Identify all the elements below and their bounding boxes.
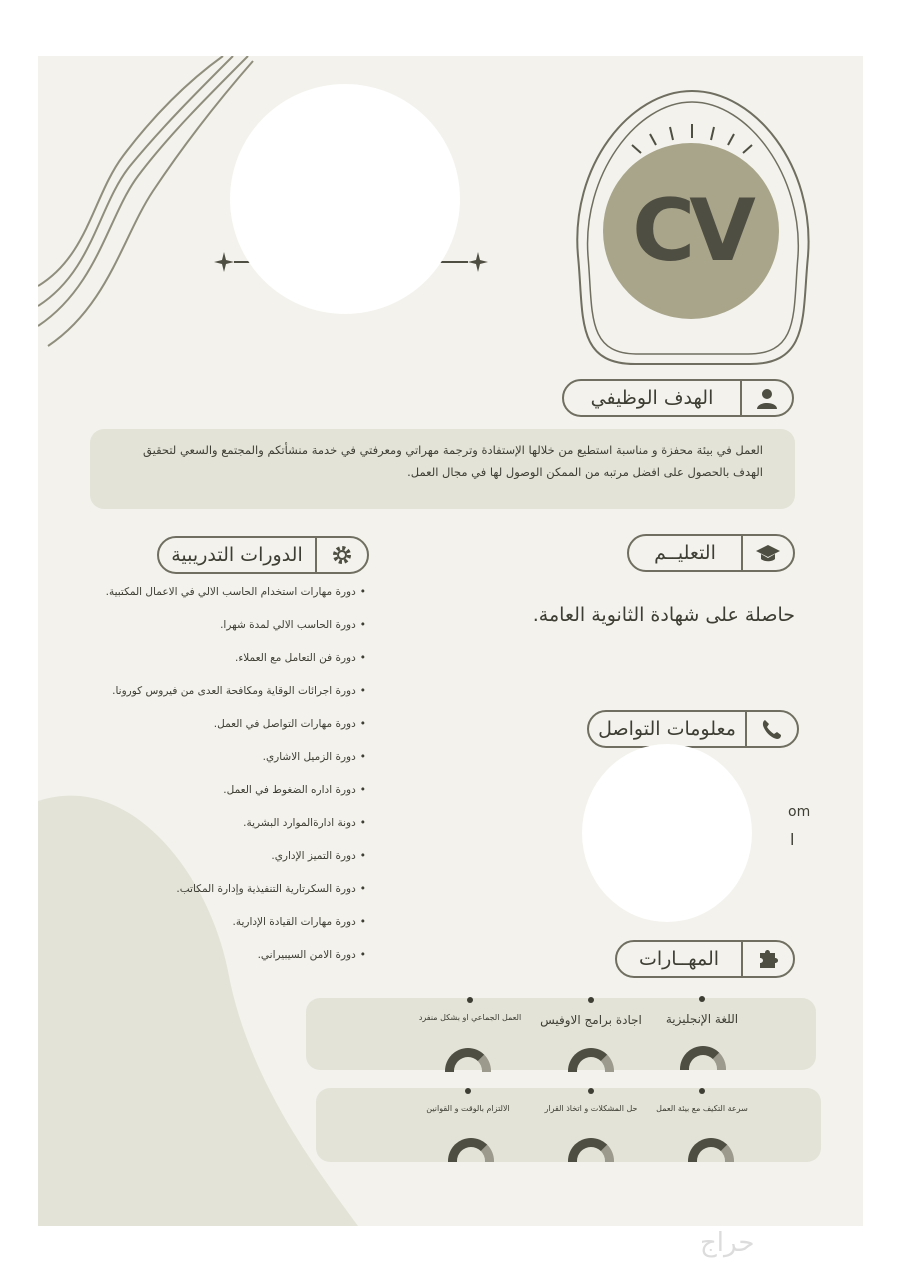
- list-item: • دورة مهارات التواصل في العمل.: [98, 718, 366, 751]
- skills-header: [615, 940, 795, 978]
- skill-dot: [467, 997, 473, 1003]
- list-item: • دورة مهارات القيادة الإدارية.: [98, 916, 366, 949]
- education-text: حاصلة على شهادة الثانوية العامة.: [532, 604, 795, 626]
- skill-gauge: [568, 1138, 614, 1162]
- skill-gauge: [448, 1138, 494, 1162]
- sparkle-icon: [214, 252, 234, 272]
- skill-label: العمل الجماعي او بشكل منفرد: [418, 1013, 522, 1022]
- redacted-name: [230, 84, 460, 314]
- skill-dot: [699, 996, 705, 1002]
- list-item: • دورة الامن السيبيراني.: [98, 949, 366, 982]
- user-icon: [740, 381, 792, 415]
- list-item: • دورة اجرائات الوقاية ومكافحة العدى من فيروس كورونا.: [98, 685, 366, 718]
- list-item: • دونة ادارةالموارد البشرية.: [98, 817, 366, 850]
- list-item: • دورة مهارات استخدام الحاسب الالي في الاعمال المكتبية.: [98, 586, 366, 619]
- skill-english: [642, 996, 762, 1026]
- skill-adaptability: [642, 1088, 762, 1113]
- phone-icon: [745, 712, 797, 746]
- skill-label: حل المشكلات و اتخاذ القرار: [544, 1104, 638, 1113]
- list-item: • دورة فن التعامل مع العملاء.: [98, 652, 366, 685]
- gear-icon: [315, 538, 367, 572]
- cv-logo-text: CV: [632, 181, 750, 281]
- skill-commitment: [408, 1088, 528, 1113]
- skill-dot: [588, 1088, 594, 1094]
- redacted-contact: [582, 744, 752, 922]
- list-item: • دورة التميز الإداري.: [98, 850, 366, 883]
- skill-label: اجادة برامج الاوفيس: [540, 1013, 642, 1027]
- skill-label: الالتزام بالوقت و القوانين: [426, 1104, 510, 1113]
- puzzle-icon: [741, 942, 793, 976]
- objective-header: [562, 379, 794, 417]
- contact-phone-partial: ا: [790, 830, 795, 849]
- courses-list: [98, 586, 366, 982]
- skill-gauge: [680, 1046, 726, 1070]
- list-item: • دورة الزميل الاشاري.: [98, 751, 366, 784]
- contact-header: [587, 710, 799, 748]
- courses-title: الدورات التدريبية: [171, 544, 303, 566]
- objective-text: العمل في بيئة محفزة و مناسبة استطيع من خلالها الإستفادة وترجمة مهراتي ومعرفتي في خدمة منشأتكم والمجتمع والسعي لتحقيق الهدف بالحصول على افضل مرتبه من الممكن الوصول لها في مجال العمل.: [90, 429, 795, 509]
- skill-label: اللغة الإنجليزية: [665, 1012, 739, 1026]
- skill-gauge: [445, 1048, 491, 1072]
- skill-office: [531, 997, 651, 1027]
- contact-title: معلومات التواصل: [598, 718, 736, 740]
- skill-dot: [465, 1088, 471, 1094]
- cv-page: [38, 56, 863, 1226]
- list-item: • دورة اداره الضغوط في العمل.: [98, 784, 366, 817]
- skill-problem-solving: [531, 1088, 651, 1113]
- list-item: • دورة السكرتارية التنفيذية وإدارة المكاتب.: [98, 883, 366, 916]
- skill-dot: [699, 1088, 705, 1094]
- courses-header: [157, 536, 369, 574]
- contact-email-partial: om: [788, 804, 811, 820]
- list-item: • دورة الحاسب الالي لمدة شهرا.: [98, 619, 366, 652]
- education-title: التعليــم: [654, 542, 716, 564]
- skill-gauge: [688, 1138, 734, 1162]
- skill-label: سرعة التكيف مع بيئة العمل: [656, 1104, 748, 1113]
- skills-title: المهــارات: [638, 948, 720, 970]
- skill-gauge: [568, 1048, 614, 1072]
- skill-dot: [588, 997, 594, 1003]
- graduation-cap-icon: [741, 536, 793, 570]
- watermark: حراج: [700, 1228, 755, 1258]
- skill-teamwork: [410, 997, 530, 1022]
- education-header: [627, 534, 795, 572]
- objective-title: الهدف الوظيفي: [590, 387, 714, 409]
- sparkle-icon: [468, 252, 488, 272]
